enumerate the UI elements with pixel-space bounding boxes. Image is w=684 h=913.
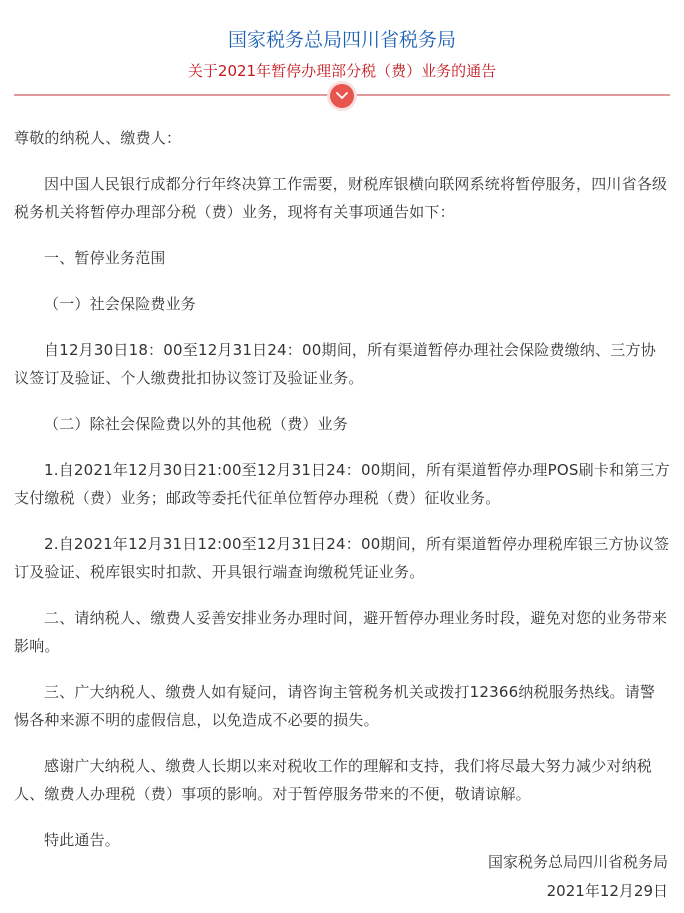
paragraph-section-2: 二、请纳税人、缴费人妥善安排业务办理时间，避开暂停办理业务时段，避免对您的业务带来影响。 xyxy=(14,609,668,655)
paragraph-section-3: 三、广大纳税人、缴费人如有疑问，请咨询主管税务机关或拨打12366纳税服务热线。请警惕各种来源不明的虚假信息，以免造成不必要的损失。 xyxy=(14,683,656,729)
chevron-down-icon xyxy=(336,92,348,100)
notice-body xyxy=(14,124,670,872)
paragraph-subsection-1: （一）社会保险费业务 xyxy=(44,295,197,313)
paragraph-subsection-2: （二）除社会保险费以外的其他税（费）业务 xyxy=(44,415,349,433)
paragraph-item-2: 2.自2021年12月31日12:00至12月31日24：00期间，所有渠道暂停办理税库银三方协议签订及验证、税库银实时扣款、开具银行端查询缴税凭证业务。 xyxy=(14,535,670,581)
paragraph-section-1: 一、暂停业务范围 xyxy=(44,249,166,267)
header-subtitle: 关于2021年暂停办理部分税（费）业务的通告 xyxy=(187,62,497,80)
paragraph-intro: 因中国人民银行成都分行年终决算工作需要，财税库银横向联网系统将暂停服务，四川省各级税务机关将暂停办理部分税（费）业务，现将有关事项通告如下： xyxy=(14,175,668,221)
signature-org: 国家税务总局四川省税务局 xyxy=(487,853,668,871)
paragraph-social-insurance: 自12月30日18：00至12月31日24：00期间，所有渠道暂停办理社会保险费缴纳、三方协议签订及验证、个人缴费批扣协议签订及验证业务。 xyxy=(14,341,656,387)
paragraph-closing: 特此通告。 xyxy=(44,831,121,849)
signature-block xyxy=(348,848,668,906)
paragraph-item-1: 1.自2021年12月30日21:00至12月31日24：00期间，所有渠道暂停办理POS刷卡和第三方支付缴税（费）业务；邮政等委托代征单位暂停办理税（费）征收业务。 xyxy=(14,461,670,507)
header-title: 国家税务总局四川省税务局 xyxy=(227,29,456,51)
signature-date: 2021年12月29日 xyxy=(546,882,668,900)
salutation: 尊敬的纳税人、缴费人： xyxy=(14,129,182,147)
chevron-down-badge xyxy=(330,84,354,108)
paragraph-thanks: 感谢广大纳税人、缴费人长期以来对税收工作的理解和支持，我们将尽最大努力减少对纳税人、缴费人办理税（费）事项的影响。对于暂停服务带来的不便，敬请谅解。 xyxy=(14,757,653,803)
